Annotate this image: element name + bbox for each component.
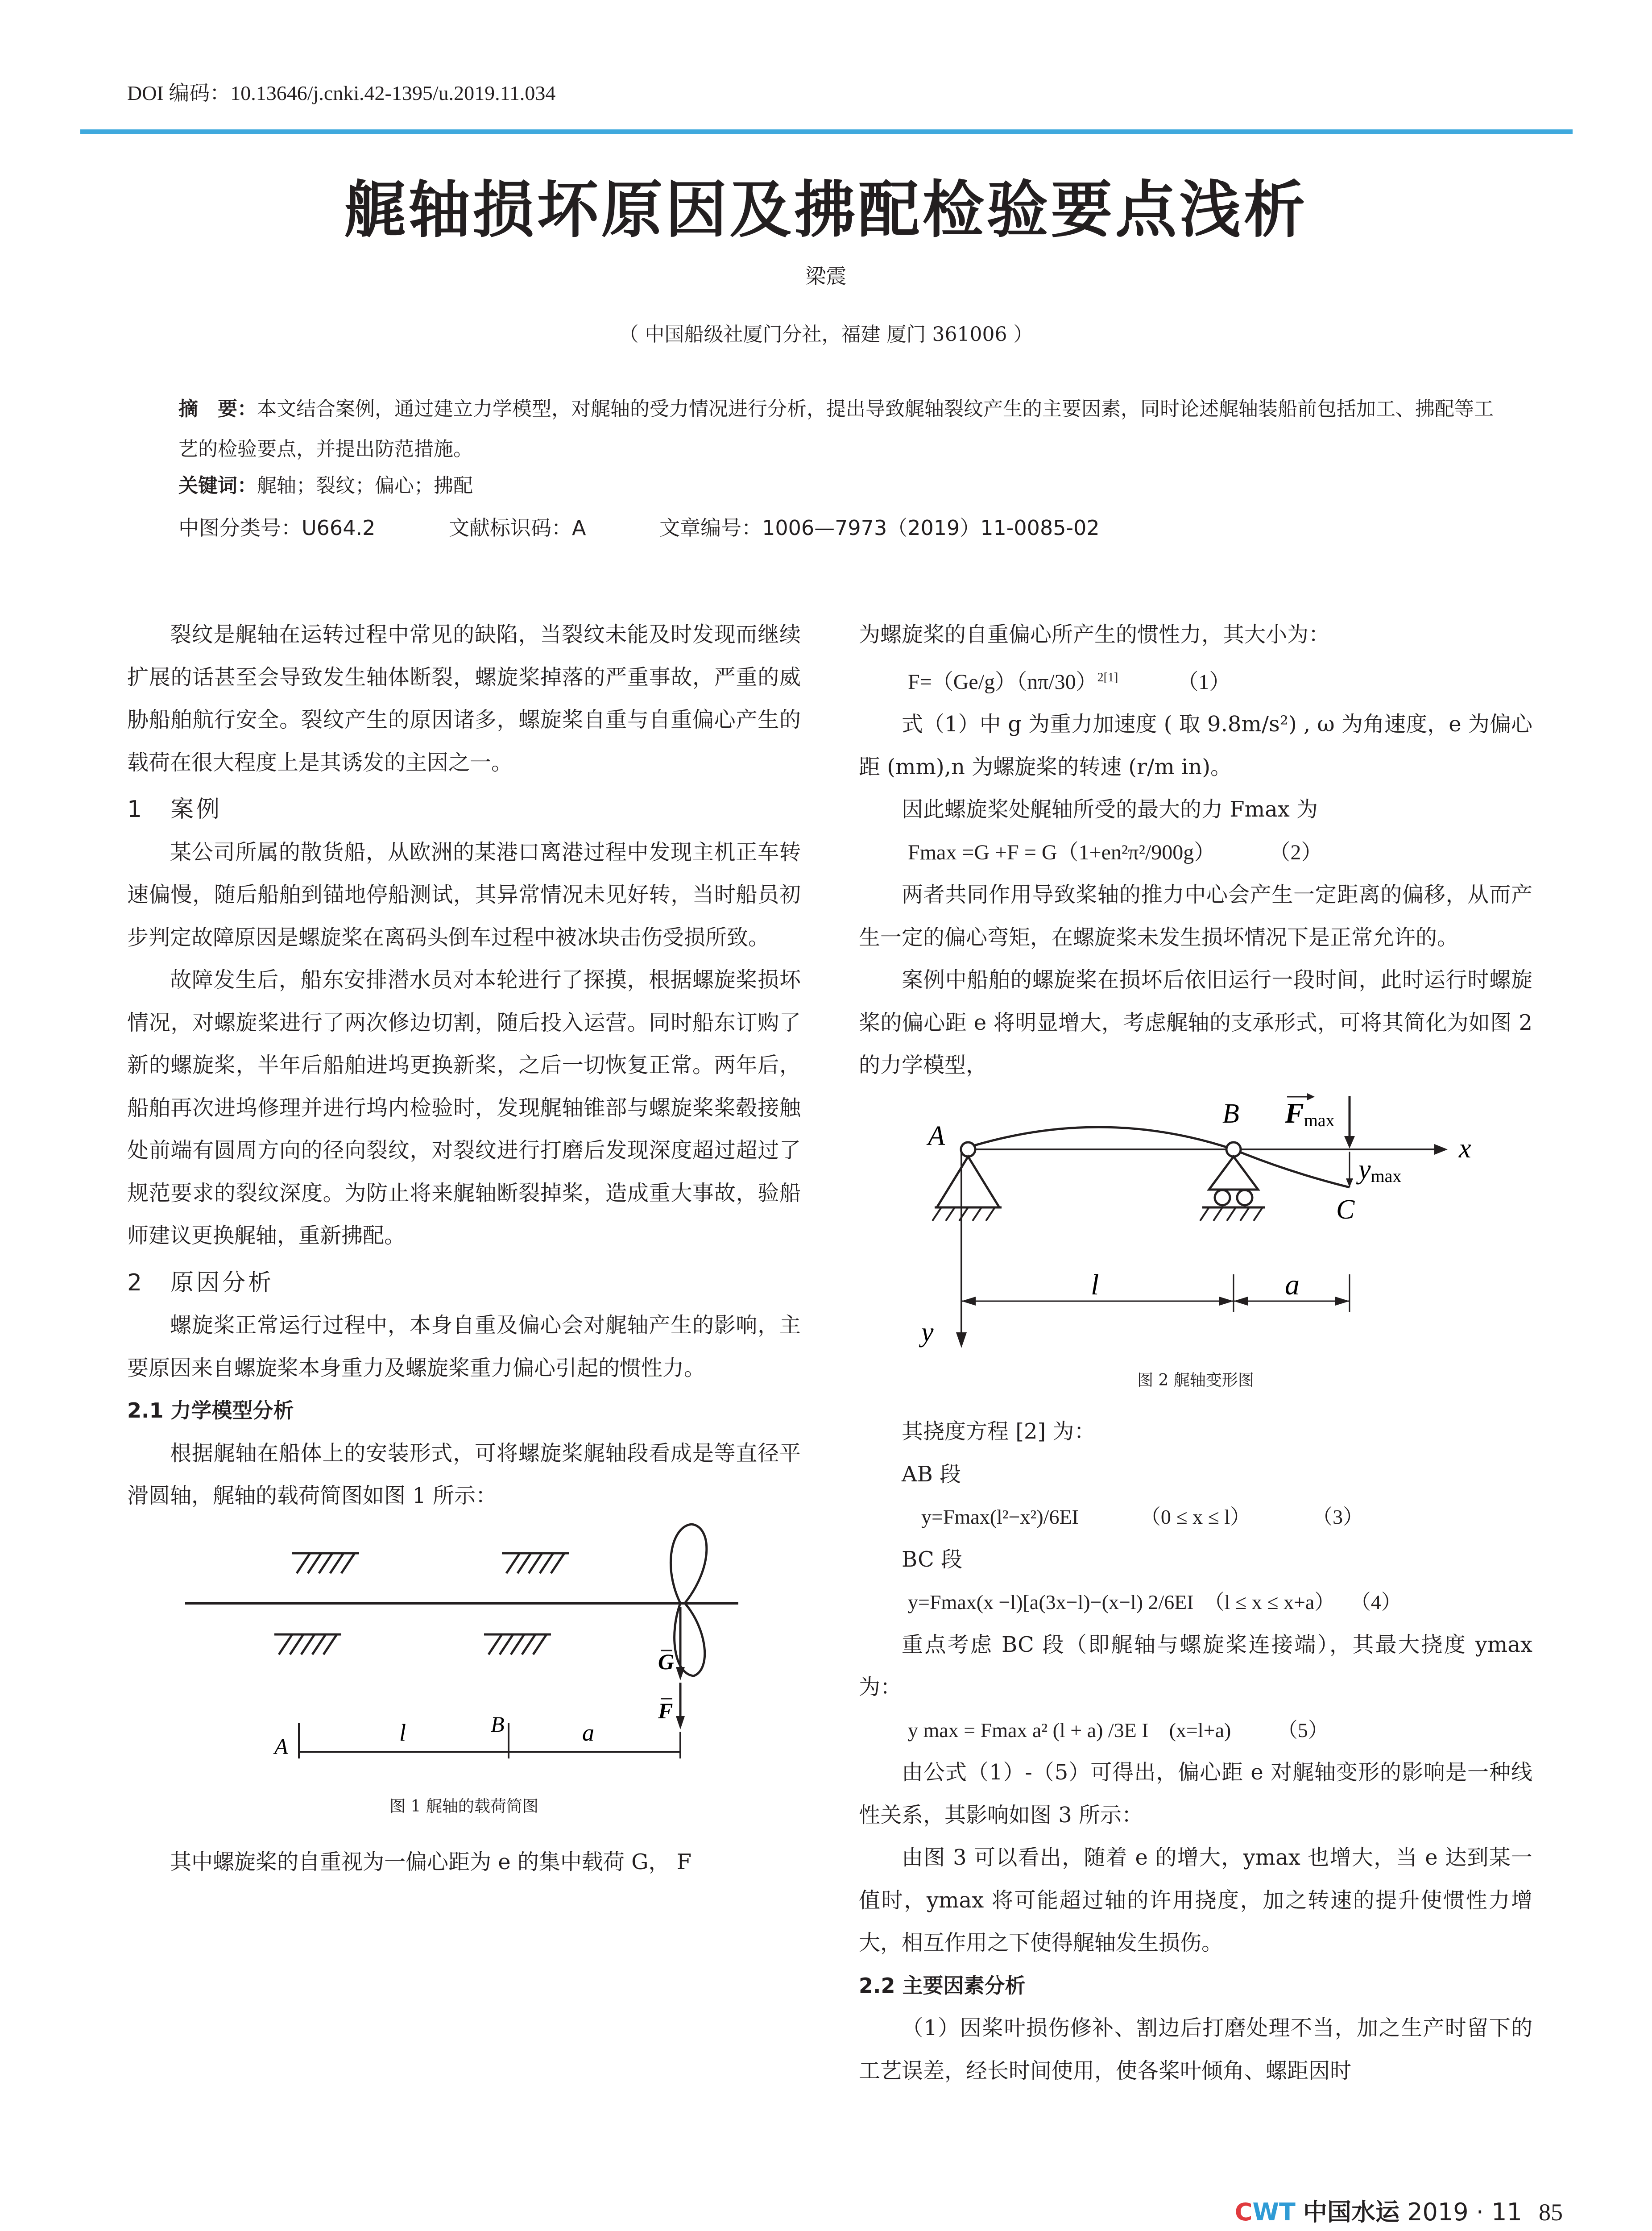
segment-bc-label: BC 段 [902, 1547, 963, 1572]
fig1-label-l: l [399, 1719, 406, 1746]
pin-support-a [937, 1157, 999, 1207]
figure-1-caption: 图 1 艉轴的载荷简图 [389, 1797, 538, 1816]
bearing-hatch-top-1 [292, 1553, 359, 1573]
article-number: 文章编号：1006—7973（2019）11-0085-02 [659, 516, 1100, 540]
left-column [127, 614, 801, 1884]
right-paragraph-4: 两者共同作用导致桨轴的推力中心会产生一定距离的偏移，从而产生一定的偏心弯矩，在螺旋桨未发生损坏情况下是正常允许的。 [859, 882, 1532, 950]
figure-2-caption: 图 2 艉轴变形图 [1137, 1371, 1254, 1389]
cause-paragraph-1: 螺旋桨正常运行过程中，本身自重及偏心会对艉轴产生的影响，主要原因来自螺旋桨本身重力及螺旋桨重力偏心引起的惯性力。 [127, 1313, 801, 1381]
equation-3: y=Fmax(l²−x²)/6EI （0 ≤ x ≤ l） （3） [921, 1505, 1364, 1528]
case-paragraph-2: 故障发生后，船东安排潜水员对本轮进行了探摸，根据螺旋桨损坏情况，对螺旋桨进行了两次修边切割，随后投入运营。同时船东订购了新的螺旋桨，半年后船舶进坞更换新桨，之后一切恢复正常。两年后，船舶再次进坞修理并进行坞内检验时，发现艉轴锥部与螺旋桨桨毂接触处前端有圆周方向的径向裂纹，对裂纹进行打磨后发现深度超过超过了规范要求的裂纹深度。为防止将来艉轴断裂掉桨，造成重大事故，验船师建议更换艉轴，重新拂配。 [127, 967, 801, 1248]
right-paragraph-5: 案例中船舶的螺旋桨在损坏后依旧运行一段时间，此时运行时螺旋桨的偏心距 e 将明显增大，考虑艉轴的支承形式，可将其简化为如图 2 的力学模型， [859, 967, 1532, 1078]
footer-logo-c: C [1234, 2198, 1253, 2226]
right-paragraph-9: 由图 3 可以看出，随着 e 的增大，ymax 也增大，当 e 达到某一值时，ymax 将可能超过轴的许用挠度，加之转速的提升使惯性力增大，相互作用之下使得艉轴发生损伤。 [859, 1845, 1532, 1955]
author: 梁震 [805, 264, 847, 288]
bearing-hatch-top-2 [502, 1553, 569, 1573]
section-2-heading: 2 原因分析 [127, 1269, 274, 1296]
footer-page-number: 85 [1539, 2199, 1563, 2226]
right-paragraph-6: 其挠度方程 [2] 为： [902, 1419, 1096, 1444]
article-meta [178, 512, 1167, 541]
section-1-heading: 1 案例 [127, 796, 223, 823]
fig2-label-ymax-main: y [1358, 1154, 1371, 1185]
fig2-label-F [1284, 1097, 1335, 1130]
equation-5: y max = Fmax a² (l + a) /3E I (x=l+a) （5） [908, 1718, 1329, 1742]
footer-logo-wt: WT [1252, 2198, 1296, 2226]
fig2-label-ymax [1356, 1154, 1401, 1186]
case-paragraph-1: 某公司所属的散货船，从欧洲的某港口离港过程中发现主机正车转速偏慢，随后船舶到锚地停船测试，其异常情况未见好转，当时船员初步判定故障原因是螺旋桨在离码头倒车过程中被冰块击伤受损所致。 [127, 839, 801, 950]
right-paragraph-1: 为螺旋桨的自重偏心所产生的惯性力，其大小为： [859, 622, 1330, 647]
abstract-text: 本文结合案例，通过建立力学模型，对艉轴的受力情况进行分析，提出导致艉轴裂纹产生的主要因素，同时论述艉轴装船前包括加工、拂配等工艺的检验要点，并提出防范措施。 [178, 398, 1494, 460]
fig2-label-B: B [1222, 1098, 1239, 1129]
section-2-1-heading: 2.1 力学模型分析 [127, 1398, 294, 1422]
equation-4: y=Fmax(x −l)[a(3x−l)−(x−l) 2/6EI （l ≤ x ≤ x+a） （4） [908, 1591, 1402, 1613]
roller-support-b [1209, 1157, 1258, 1190]
equation-2-body: Fmax =G +F = G（1+en²π²/900g） [908, 840, 1216, 864]
fig2-label-y: y [921, 1317, 934, 1348]
equation-2 [859, 831, 1532, 874]
equation-1-ref: 2[1] [1097, 670, 1118, 684]
fig1-label-A: A [274, 1733, 288, 1759]
fig2-label-F-sub: max [1304, 1110, 1335, 1130]
doc-code: 文献标识码：A [448, 516, 586, 540]
propeller-blade-icon [671, 1524, 706, 1676]
equation-1-number: （1） [1177, 670, 1231, 694]
fig2-label-A: A [928, 1120, 945, 1151]
fig1-label-G: G [658, 1649, 675, 1674]
equation-2-number: （2） [1269, 840, 1323, 864]
deflection-curve [961, 1127, 1350, 1187]
bearing-hatch-bottom-2 [484, 1634, 551, 1655]
fig2-label-C: C [1336, 1194, 1355, 1225]
figure-1-diagram [127, 1518, 801, 1785]
doi-line: DOI 编码：10.13646/j.cnki.42-1395/u.2019.11.034 [127, 82, 556, 104]
paper-title: 艉轴损坏原因及拂配检验要点浅析 [344, 173, 1308, 246]
affiliation: （ 中国船级社厦门分社，福建 厦门 361006 ） [619, 323, 1033, 346]
bearing-hatch-bottom-1 [274, 1634, 341, 1655]
right-paragraph-7: 重点考虑 BC 段（即艉轴与螺旋桨连接端），其最大挠度 ymax 为： [859, 1632, 1532, 1700]
right-paragraph-10: （1）因桨叶损伤修补、割边后打磨处理不当，加之生产时留下的工艺误差，经长时间使用，使各桨叶倾角、螺距因时 [859, 2015, 1532, 2083]
fig1-label-B: B [491, 1711, 505, 1737]
keywords-label: 关键词： [178, 474, 257, 497]
abstract [178, 389, 1499, 469]
equation-1-body: F=（Ge/g）（nπ/30） [908, 670, 1097, 694]
fig1-label-a: a [582, 1719, 594, 1746]
fig2-label-a: a [1285, 1268, 1300, 1301]
fig2-label-F-main: F [1285, 1097, 1304, 1129]
right-paragraph-3: 因此螺旋桨处艉轴所受的最大的力 Fmax 为 [902, 797, 1318, 822]
fig1-label-F: F [658, 1698, 673, 1723]
section-2-2-heading: 2.2 主要因素分析 [859, 1973, 1026, 1998]
right-column [859, 614, 1532, 2092]
intro-paragraph: 裂纹是艉轴在运转过程中常见的缺陷，当裂纹未能及时发现而继续扩展的话甚至会导致发生轴体断裂，螺旋桨掉落的严重事故，严重的威胁船舶航行安全。裂纹产生的原因诸多，螺旋桨自重与自重偏心产生的载荷在很大程度上是其诱发的主因之一。 [127, 622, 801, 775]
abstract-label: 摘 要： [178, 398, 257, 420]
header-rule [80, 129, 1573, 134]
fig2-label-ymax-sub: max [1370, 1165, 1402, 1186]
keywords [178, 469, 473, 498]
footer-journal: 中国水运 [1303, 2198, 1400, 2226]
model-paragraph: 根据艉轴在船体上的安装形式，可将螺旋桨艉轴段看成是等直径平滑圆轴，艉轴的载荷简图如图 1 所示： [127, 1440, 801, 1508]
figure-2-diagram [859, 1087, 1532, 1359]
fig2-label-l: l [1091, 1268, 1099, 1301]
equation-1 [859, 656, 1532, 704]
left-final-paragraph: 其中螺旋桨的自重视为一偏心距为 e 的集中载荷 G， F [170, 1849, 692, 1874]
fig2-label-x: x [1459, 1133, 1471, 1164]
right-paragraph-8: 由公式（1）-（5）可得出，偏心距 e 对艉轴变形的影响是一种线性关系，其影响如图 3 所示： [859, 1760, 1532, 1828]
page-footer [1235, 2193, 1563, 2227]
right-paragraph-2: 式（1）中 g 为重力加速度 ( 取 9.8m/s²) , ω 为角速度，e 为偏心距 (mm),n 为螺旋桨的转速 (r/m in)。 [859, 712, 1532, 780]
keywords-text: 艉轴；裂纹；偏心；拂配 [257, 474, 473, 497]
segment-ab-label: AB 段 [902, 1461, 961, 1487]
footer-issue: 2019 · 11 [1407, 2198, 1522, 2226]
clc-code: 中图分类号：U664.2 [178, 516, 376, 540]
